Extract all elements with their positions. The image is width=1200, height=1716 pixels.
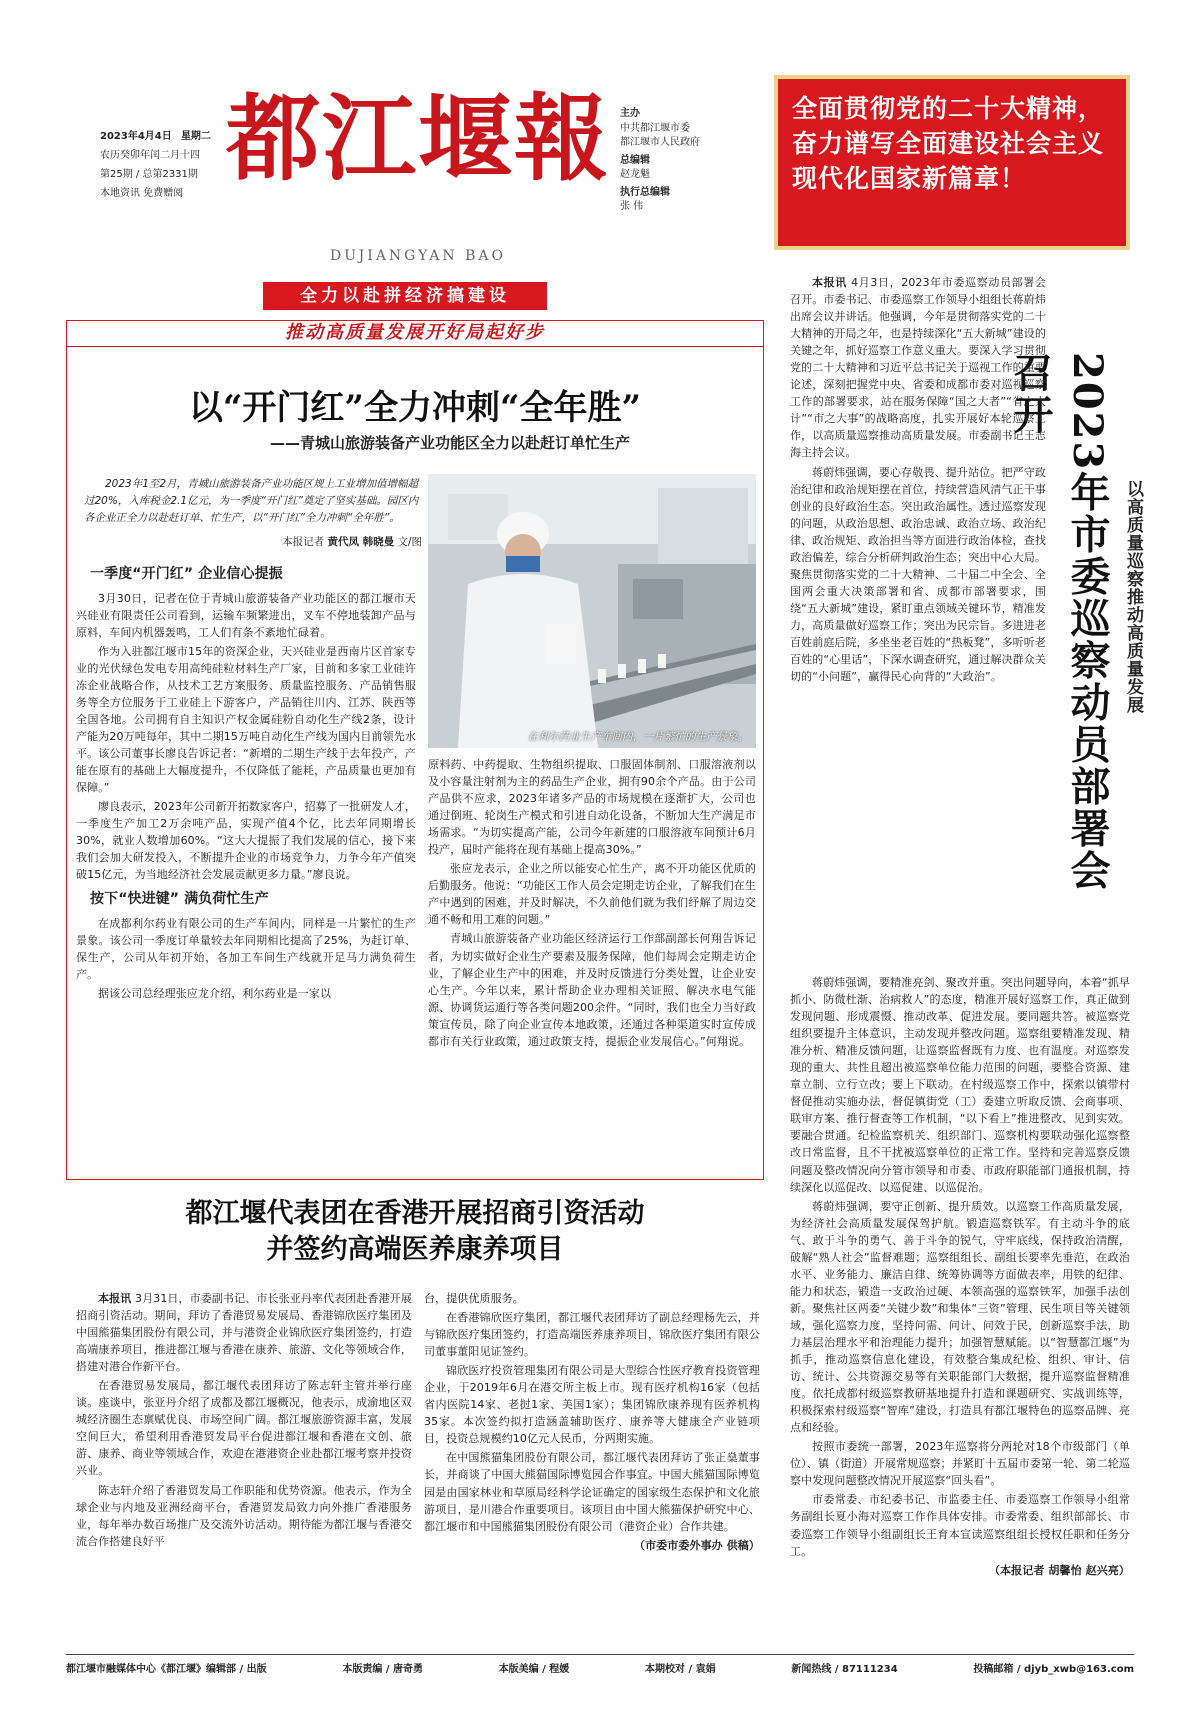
right-column-top — [790, 274, 1046, 972]
byline-suffix: 文/图 — [397, 536, 422, 549]
right-subheadline: 以高质量巡察推动高质量发展 — [1123, 480, 1143, 714]
hk-lead-label: 本报讯 — [98, 1292, 132, 1305]
lead-paragraph: 3月30日，记者在位于青城山旅游装备产业功能区的都江堰市天兴硅业有限责任公司看到，运输车频繁进出，叉车不停地装卸产品与原料，车间内机器轰鸣，工人们有条不紊地忙碌着。 — [76, 591, 416, 639]
hk-paragraph: 在香港锦欣医疗集团，都江堰代表团拜访了副总经理杨先云，并与锦欣医疗集团签约，打造高端医养康养项目，锦欣医疗集团有限公司董事董阳见证签约。 — [424, 1311, 760, 1359]
hk-paragraph: 陈志轩介绍了香港贸发局工作职能和优势资源。他表示，作为全球企业与内地及亚洲经商平台，香港贸发局致力向外推广香港服务业，每年举办数百场推广及交流外访活动。期待能为都江堰与香港交流合作搭建良好平 — [76, 1483, 412, 1548]
byline-names: 黄代凤 韩晓曼 — [327, 536, 395, 549]
lead-paragraph: 青城山旅游装备产业功能区经济运行工作部副部长何翔告诉记者，为切实做好企业生产要素及服务保障，他们每周会定期走访企业，了解企业生产中的困难，并及时反馈进行分类处置，让企业安心生产。今年以来，累计帮助企业办理相关证照、解决水电气能源、协调货运通行等各类问题200余件。“同时，我们也全力当好政策宣传员，除了向企业宣传本地政策，还通过各种渠道实时宣传成都市有关行业政策，通过政策支持，提振企业发展信心。”何翔说。 — [428, 932, 756, 1048]
lead-subheadline: ——青城山旅游装备产业功能区全力以赴赶订单忙生产 — [269, 434, 630, 452]
hk-paragraph: 台，提供优质服务。 — [424, 1292, 524, 1305]
lead-paragraph: 廖良表示，2023年公司新开拓数家客户，招募了一批研发人才，一季度生产加工2万余吨产品，实现产值4个亿，比去年同期增长30%，就业人数增加60%。“这大大提振了我们发展的信心，接下来我们会加大研发投入，不断提升企业的市场竞争力，力争今年产值突破15亿元，为当地经济社会发展贡献更多力量。”廖良说。 — [76, 800, 416, 882]
footer-bar — [66, 1660, 1134, 1682]
lead-headline: 以“开门红”全力冲刺“全年胜” — [188, 388, 642, 428]
right-paragraph: 蒋蔚炜强调，要守正创新、提升质效。以巡察工作高质量发展，为经济社会高质量发展保驾护航。锻造巡察铁军。有主动斗争的底气、敢于斗争的勇气、善于斗争的锐气，守牢底线，保持政治清醒，破解“熟人社会”监督难题；巡察组组长、副组长要率先垂范，在政治水平、业务能力、廉洁自律、统筹协调等方面做表率，用铁的纪律、能力和状态，锻造一支政治过硬、本领高强的巡察铁军，加强手法创新。聚焦社区两委“关键少数”和集体“三资”管理、民生项目等关键领域，强化巡察力度，坚持问需、问计、问效于民，创新巡察手法，助力基层治理水平和治理能力提升；加强智慧赋能。以“智慧都江堰”为抓手，推动巡察信息化建设，有效整合集成纪检、组织、审计、信访、统计、公共资源交易等有关职能部门大数据，提升巡察监督精准度。依托成都村级巡察教研基地提升打造和课题研究、实战训练等，积极探索村级巡察“智库”建设，打造具有都江堰特色的巡察品牌、亮点和经验。 — [790, 1199, 1130, 1435]
masthead-sponsor-block — [620, 107, 730, 215]
top-banner — [774, 75, 1130, 250]
factory-photo-illustration — [428, 474, 756, 748]
hk-source: （市委市委外事办 供稿） — [633, 1538, 760, 1552]
masthead-weekday: 星期二 — [180, 131, 211, 142]
slogan-main: 全力以赴拼经济搞建设 — [300, 286, 510, 306]
masthead-pinyin: DUJIANGYAN BAO — [330, 248, 506, 264]
photo-caption: 在利尔药业生产车间内，一片繁忙的生产景象。 — [527, 731, 748, 743]
top-banner-text: 全面贯彻党的二十大精神，奋力谱写全面建设社会主义现代化国家新篇章！ — [792, 94, 1105, 193]
masthead-info-left — [100, 127, 212, 203]
exec-editor-label: 执行总编辑 — [620, 186, 670, 198]
footer-publisher: 都江堰市融媒体中心《都江堰》编辑部 / 出版 — [66, 1664, 267, 1675]
right-paragraph: 市委常委、市纪委书记、市监委主任、市委巡察工作领导小组常务副组长夏小海对巡察工作作具体安排。市委常委、组织部部长、市委巡察工作领导小组副组长王育本宣读巡察组组长授权任职和任务分工。 — [790, 1493, 1130, 1558]
hk-paragraph: 在中国熊猫集团股份有限公司，都江堰代表团拜访了张正燊董事长，并商谈了中国大熊猫国际博览园合作事宜。中国大熊猫国际博览园是由国家林业和草原局经科学论证确定的国家级生态保护和文化旅游项目，是川港合作重要项目。该项目由中国大熊猫保护研究中心、都江堰市和中国熊猫集团股份有限公司（港资企业）合作共建。 — [424, 1451, 760, 1533]
right-lead-label: 本报讯 — [812, 276, 847, 289]
lead-section-2-title: 按下“快进键” 满负荷忙生产 — [90, 891, 269, 908]
footer-designer: 本版美编 / 程媛 — [498, 1664, 570, 1675]
sponsor-government: 都江堰市人民政府 — [620, 137, 700, 148]
masthead-title: 都江堰報 — [225, 84, 610, 194]
right-reporters: （本报记者 胡馨怡 赵兴亮） — [988, 1563, 1130, 1577]
masthead-free-note: 本地资讯 免费赠阅 — [100, 188, 184, 199]
sponsor-label: 主办 — [620, 108, 640, 119]
lead-paragraph: 据该公司总经理张应龙介绍，利尔药业是一家以 — [98, 987, 332, 1001]
lead-paragraph: 作为入驻都江堰市15年的资深企业，天兴硅业是西南片区首家专业的光伏绿色发电专用高纯硅粒材料生产厂家，目前和多家工业硅许冻企业战略合作，从技术工艺方案服务、质量监控服务、产品销售服务等全方位服务于工业硅上下游客户，产品销往川内、江苏、陕西等全国各地。公司拥有自主知识产权金属硅粉自动化生产线2条，设计产能为20万吨每年，其中二期15万吨自动化生产线为国内目前领先水平。该公司董事长廖良告诉记者：“新增的二期生产线于去年投产，产能在原有的基础上大幅度提升，不仅降低了能耗，产品质量也更加有保障。” — [76, 644, 416, 795]
footer-hotline: 新闻热线 / 87111234 — [791, 1664, 898, 1675]
lead-column-1 — [76, 558, 416, 1174]
footer-email: 投稿邮箱 / djyb_xwb@163.com — [973, 1664, 1134, 1675]
slogan-sub: 推动高质量发展开好局起好步 — [285, 322, 545, 343]
lead-summary-text: 2023年1至2月，青城山旅游装备产业功能区规上工业增加值增幅超过20%，入库税金2.1亿元，为一季度“开门红”奠定了坚实基础。园区内各企业正全力以赴赶订单、忙生产，以“开门红”全力冲刺“全年胜”。 — [84, 478, 419, 524]
hk-column-2 — [424, 1290, 760, 1626]
right-column-bottom — [790, 974, 1130, 1646]
hk-paragraph: 锦欣医疗投资管理集团有限公司是大型综合性医疗教育投资管理企业，于2019年6月在港交所主板上市。现有医疗机构16家（包括省内医院14家、老挝1家、美国1家）；集团锦欣康养现有医养机构35家。本次签约拟打造涵盖辅助医疗、康养等大健康全产业链项目，投资总规模约10亿元人民币，分两期实施。 — [424, 1364, 760, 1446]
lead-section-1-title: 一季度“开门红” 企业信心提振 — [90, 566, 283, 582]
lead-paragraph: 张应龙表示，企业之所以能安心忙生产，离不开功能区优质的后勤服务。他说：“功能区工作人员会定期走访企业，了解我们在生产中遇到的困难，并及时解决，不久前他们就为我们纾解了周边交通不畅和用工难的问题。” — [428, 862, 756, 927]
footer-rule — [66, 1654, 1134, 1655]
right-headline: 2023年市委巡察动员部署会召开 — [1007, 352, 1111, 892]
lead-paragraph: 在成都利尔药业有限公司的生产车间内，同样是一片繁忙的生产景象。该公司一季度订单量较去年同期相比提高了25%，为赶订单、保生产，公司从年初开始，各加工车间生产线就开足马力满负荷生产。 — [76, 917, 416, 982]
factory-photo — [428, 474, 756, 748]
footer-editor: 本版责编 / 唐奇勇 — [342, 1664, 423, 1675]
footer-proofreader: 本期校对 / 袁娟 — [645, 1664, 716, 1675]
masthead-lunar: 农历癸卯年闰二月十四 — [100, 150, 200, 161]
masthead-issue: 第25期 / 总第2331期 — [100, 169, 198, 180]
sponsor-party: 中共都江堰市委 — [620, 122, 690, 134]
chief-editor-name: 赵龙魁 — [620, 169, 650, 180]
right-paragraph: 蒋蔚炜强调，要心存敬畏、提升站位。把严守政治纪律和政治规矩摆在首位，持续营造风清气正干事创业的良好政治生态。突出政治属性。透过巡察发现的问题，从政治思想、政治忠诚、政治立场、政治纪律、政治规矩、政治担当等方面进行政治体检，查找政治偏差，综合分析研判政治生态；突出中心大局。聚焦贯彻落实党的二十大精神、二十届二中全会、全国两会重大决策部署和省、成都市部署要求，围绕“五大新城”建设，紧盯重点领域关键环节，精准发力，高质量做好巡察工作；突出为民宗旨。多进进老百姓前庭后院，多坐坐老百姓的“热板凳”，多听听老百姓的“心里话”，下深水调查研究，通过解决群众关切的“小问题”，赢得民心向背的“大政治”。 — [790, 465, 1046, 684]
hk-column-1 — [76, 1290, 412, 1626]
slogan-sub-underline — [66, 346, 764, 347]
exec-editor-name: 张 伟 — [620, 201, 644, 212]
hk-paragraph: 3月31日，市委副书记、市长张亚丹率代表团赴香港开展招商引资活动。期间，拜访了香港贸易发展局、香港锦欣医疗集团及中国熊猫集团股份有限公司，并与港资企业锦欣医疗集团签约，打造高端康养项目，推进都江堰与香港在康养、旅游、文化等领域合作，搭建对港合作新平台。 — [76, 1292, 412, 1374]
lead-summary — [84, 476, 422, 551]
hk-headline-line-2: 并签约高端医养康养项目 — [266, 1234, 564, 1266]
slogan-bar — [263, 282, 547, 310]
right-paragraph: 蒋蔚炜强调，要精准亮剑、聚改并重。突出问题导向，本着“抓早抓小、防微杜渐、治病救人”的态度，精准开展好巡察工作，真正做到发现问题、形成震慑、推动改革、促进发展。要同题共答。被巡察党组织要提升主体意识，主动发现并整改问题。巡察组要精准发现、精准分析、精准反馈问题，让巡察监督既有力度、也有温度。对巡察发现的重大、共性且超出被巡察单位能力范围的问题，要整合资源、建章立制、立行立改；要上下联动。在村级巡察工作中，探索以镇带村督促推动实施办法，督促镇街党（工）委建立听取反馈、会商事项、联审方案、推行督查等工作机制，“以下看上”推进整改、见到实效。要融合贯通。纪检监察机关、组织部门、巡察机构要联动强化巡察整改日常监督，且不干扰被巡察单位的正常工作。坚持和完善巡察反馈问题及整改情况向分管市领导和市委、市政府职能部门通报机制，持续深化以巡促改、以巡促建、以巡促治。 — [790, 976, 1130, 1194]
chief-editor-label: 总编辑 — [620, 154, 650, 166]
hk-headline — [66, 1196, 764, 1269]
right-paragraph: 按照市委统一部署，2023年巡察将分两轮对18个市级部门（单位）、镇（街道）开展常规巡察；并紧盯十五届市委第一轮、第二轮巡察中发现问题整改情况开展巡察“回头看”。 — [790, 1440, 1130, 1488]
hk-paragraph: 在香港贸易发展局，都江堰代表团拜访了陈志轩主管并举行座谈。座谈中，张亚丹介绍了成都及都江堰概况，他表示，成渝地区双城经济圈生态禀赋优良、市场空间广阔。都江堰旅游资源丰富，发展空间巨大，希望利用香港贸发局平台促进都江堰和香港在文创、旅游、康养、商业等领域合作，欢迎在港港资企业赴都江堰考察并投资兴业。 — [76, 1379, 412, 1478]
lead-byline — [84, 534, 422, 551]
masthead-date: 2023年4月4日 — [100, 131, 172, 142]
lead-paragraph: 原料药、中药提取、生物组织提取、口服固体制剂、口服溶液剂以及小容量注射剂为主的药品生产企业，拥有90余个产品。由于公司产品供不应求，2023年诸多产品的市场规模在逐渐扩大，公司也通过倒班、轮岗生产模式和引进自动化设备，不断加大生产满足市场需求。“为切实提高产能，公司今年新建的口服溶液车间预计6月投产，届时产能将在现有基础上提高30%。” — [428, 758, 756, 857]
byline-prefix: 本报记者 — [282, 536, 325, 549]
right-paragraph: 4月3日，2023年市委巡察动员部署会召开。市委书记、市委巡察工作领导小组组长蒋蔚炜出席会议并讲话。他强调，今年是贯彻落实党的二十大精神的开局之年，也是持续深化“五大新城”建设的关键之年，抓好巡察工作意义重大。要深入学习贯彻党的二十大精神和习近平总书记关于巡视工作的重要论述，深刻把握党中央、省委和成都市委对巡视巡察工作的部署要求，站在服务保障“国之大者”“省之大计”“市之大事”的战略高度，扎实开展好本轮巡察工作，以高质量巡察推动高质量发展。市委副书记王志海主持会议。 — [790, 276, 1046, 460]
hk-headline-line-1: 都江堰代表团在香港开展招商引资活动 — [185, 1198, 645, 1229]
lead-column-2 — [428, 756, 756, 1174]
